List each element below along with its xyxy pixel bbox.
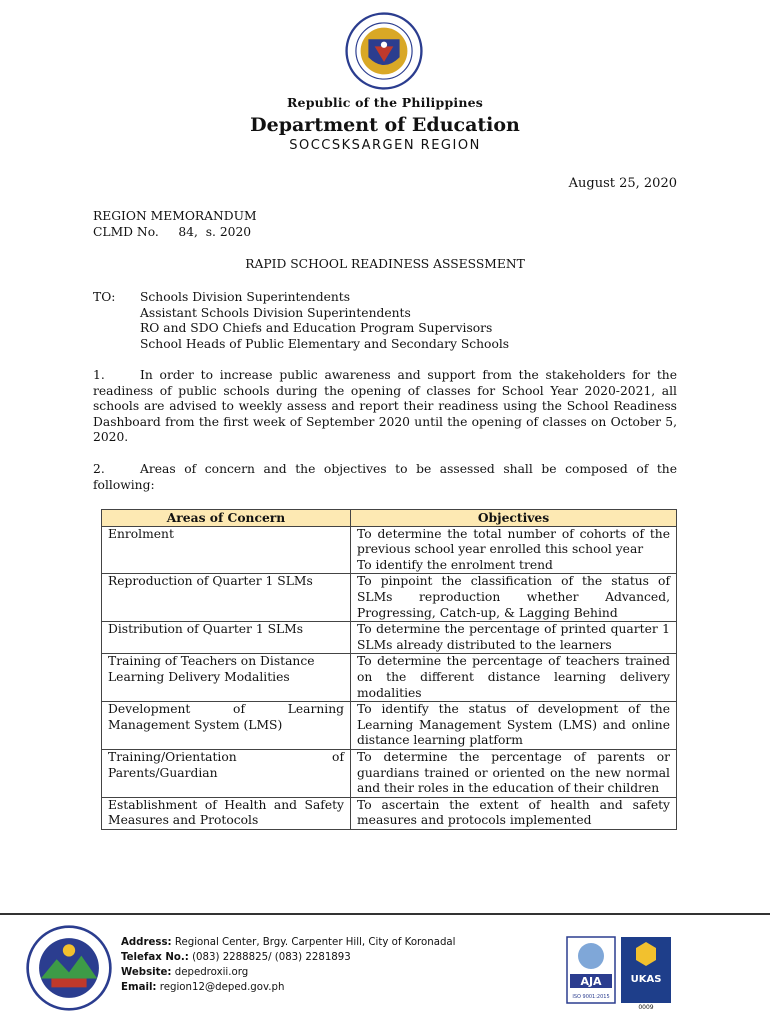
deped-seal-icon <box>345 12 423 90</box>
recipient-item: Schools Division Superintendents <box>140 290 351 304</box>
aja-certification-icon <box>566 936 616 1004</box>
table-header-row <box>102 510 677 527</box>
email-value[interactable]: region12@deped.gov.ph <box>159 982 285 993</box>
table-row <box>102 797 677 829</box>
aja-label: AJA <box>580 975 602 988</box>
address-line <box>121 935 456 950</box>
address-value: Regional Center, Brgy. Carpenter Hill, City of Koronadal <box>174 937 456 948</box>
telefax-line <box>121 950 456 965</box>
aja-iso-label: ISO 9001:2015 <box>572 994 610 1000</box>
area-cell: Training of Teachers on Distance Learning Delivery Modalities <box>102 654 351 702</box>
regional-office-logo-icon <box>25 924 113 1012</box>
area-cell: Establishment of Health and Safety Measures and Protocols <box>102 797 351 829</box>
recipient-item: Assistant Schools Division Superintendents <box>140 305 411 320</box>
table-row <box>102 654 677 702</box>
table-row <box>102 622 677 654</box>
objective-cell: To ascertain the extent of health and safety measures and protocols implemented <box>351 797 677 829</box>
area-cell: Development of Learning Management System (LMS) <box>102 702 351 750</box>
table-row <box>102 574 677 622</box>
region-heading: SOCCSKSARGEN REGION <box>289 138 481 153</box>
table-header-objectives: Objectives <box>351 510 677 527</box>
paragraph-2-number: 2. <box>93 462 105 476</box>
telefax-label: Telefax No.: <box>121 952 189 963</box>
department-heading: Department of Education <box>250 114 520 136</box>
table-row <box>102 526 677 574</box>
paragraph-2-text: Areas of concern and the objectives to be assessed shall be composed of the following: <box>93 462 677 492</box>
objective-cell: To determine the percentage of teachers trained on the different distance learning delivery modalities <box>351 654 677 702</box>
to-label: TO: <box>93 290 116 304</box>
memo-type: REGION MEMORANDUM <box>93 209 257 223</box>
table-row <box>102 749 677 797</box>
objective-text: To identify the enrolment trend <box>357 557 553 572</box>
recipient-item: School Heads of Public Elementary and Secondary Schools <box>140 336 510 351</box>
telefax-value: (083) 2288825/ (083) 2281893 <box>192 952 351 963</box>
memo-subject: RAPID SCHOOL READINESS ASSESSMENT <box>245 257 525 271</box>
objective-cell: To determine the percentage of parents or guardians trained or oriented on the new normal and their roles in the education of their children <box>351 749 677 797</box>
paragraph-1-number: 1. <box>93 368 105 382</box>
footer-divider <box>0 913 770 915</box>
memo-id-block <box>93 209 257 240</box>
paragraph-1-text: In order to increase public awareness and support from the stakeholders for the readiness of public schools during the opening of classes for School Year 2020-2021, all schools are advised to weekly assess and report their readiness using the School Readiness Dashboard from the first week of September 2020 until the opening of classes on October 5, 2020. <box>93 368 677 445</box>
table-row <box>102 702 677 750</box>
objective-cell: To determine the percentage of printed quarter 1 SLMs already distributed to the learners <box>351 622 677 654</box>
objective-cell <box>351 526 677 574</box>
area-cell: Reproduction of Quarter 1 SLMs <box>102 574 351 622</box>
objective-cell: To identify the status of development of the Learning Management System (LMS) and online distance learning platform <box>351 702 677 750</box>
ukas-number: 0009 <box>638 1004 654 1011</box>
recipient-list <box>140 290 509 352</box>
website-value[interactable]: depedroxii.org <box>174 967 249 978</box>
address-label: Address: <box>121 937 172 948</box>
area-cell: Distribution of Quarter 1 SLMs <box>102 622 351 654</box>
paragraph-1 <box>93 368 677 446</box>
ukas-label: UKAS <box>630 974 662 985</box>
memo-number: CLMD No. 84, s. 2020 <box>93 224 252 239</box>
areas-table <box>101 509 677 830</box>
area-cell: Training/Orientation of Parents/Guardian <box>102 749 351 797</box>
objective-cell: To pinpoint the classification of the status of SLMs reproduction whether Advanced, Progressing, Catch-up, & Lagging Behind <box>351 574 677 622</box>
memo-date: August 25, 2020 <box>568 176 677 191</box>
ukas-certification-icon <box>620 936 672 1004</box>
area-cell: Enrolment <box>102 526 351 574</box>
objective-text: To determine the total number of cohorts of the previous school year enrolled this school year <box>357 526 670 557</box>
website-label: Website: <box>121 967 172 978</box>
recipient-item: RO and SDO Chiefs and Education Program Supervisors <box>140 321 493 336</box>
republic-heading: Republic of the Philippines <box>286 95 484 110</box>
footer-contact <box>121 935 456 995</box>
email-label: Email: <box>121 982 157 993</box>
email-line <box>121 980 456 995</box>
website-line <box>121 965 456 980</box>
table-header-areas: Areas of Concern <box>102 510 351 527</box>
paragraph-2 <box>93 462 677 493</box>
